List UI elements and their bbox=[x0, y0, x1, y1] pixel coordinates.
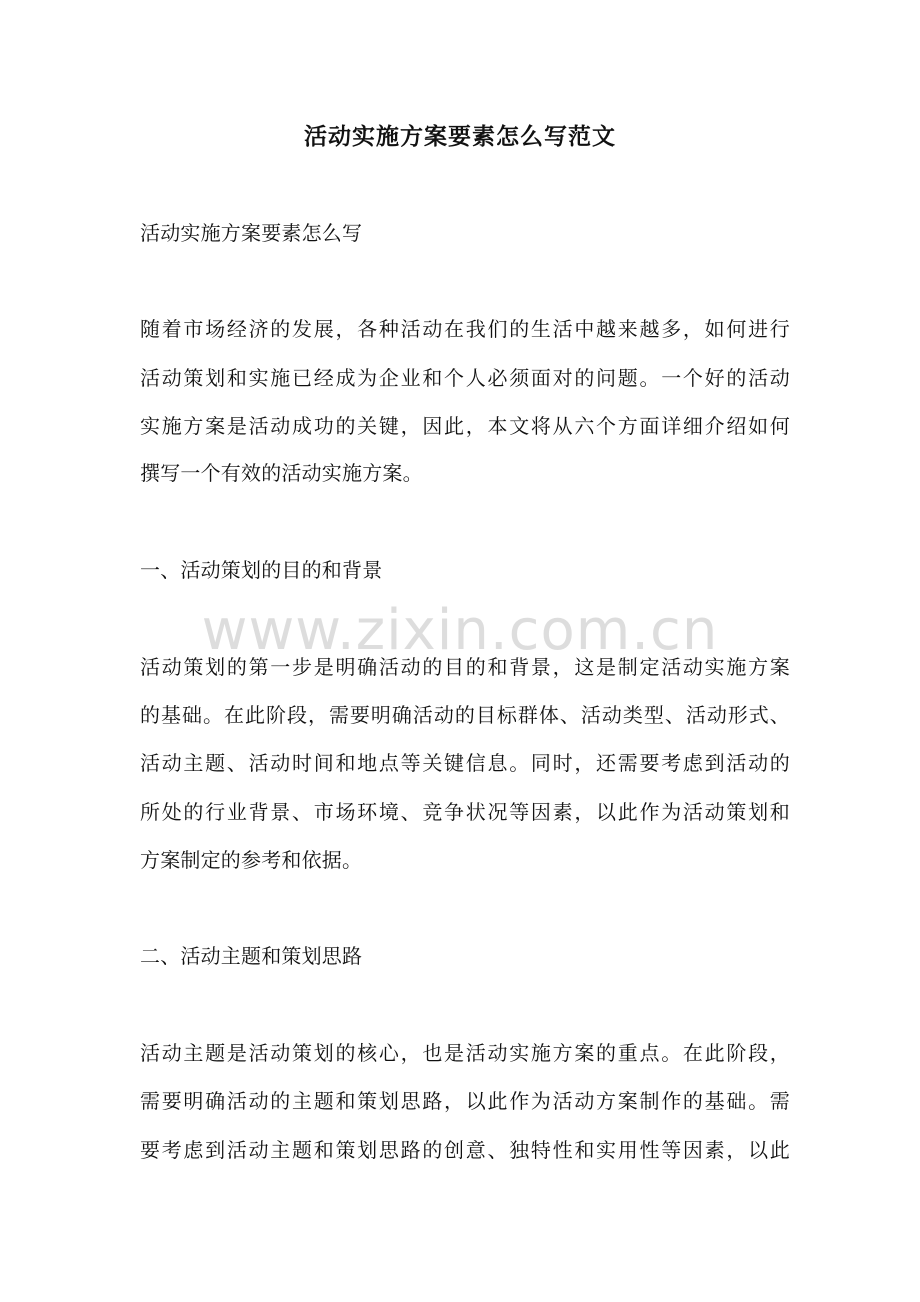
section1-line: 活动策划的第一步是明确活动的目的和背景，这是制定活动实施方案 bbox=[140, 655, 790, 679]
intro-line: 撰写一个有效的活动实施方案。 bbox=[140, 461, 423, 485]
section2-line: 活动主题是活动策划的核心，也是活动实施方案的重点。在此阶段， bbox=[140, 1041, 790, 1065]
document-title: 活动实施方案要素怎么写范文 bbox=[304, 123, 616, 150]
document-subtitle: 活动实施方案要素怎么写 bbox=[140, 221, 363, 245]
section1-line: 活动主题、活动时间和地点等关键信息。同时，还需要考虑到活动的 bbox=[140, 751, 790, 775]
intro-line: 活动策划和实施已经成为企业和个人必须面对的问题。一个好的活动 bbox=[140, 366, 790, 390]
section-heading-2: 二、活动主题和策划思路 bbox=[140, 944, 363, 968]
watermark: www.zixin.com.cn bbox=[201, 598, 719, 663]
section1-line: 的基础。在此阶段，需要明确活动的目标群体、活动类型、活动形式、 bbox=[140, 703, 790, 727]
intro-line: 实施方案是活动成功的关键，因此，本文将从六个方面详细介绍如何 bbox=[140, 414, 790, 438]
section1-line: 所处的行业背景、市场环境、竞争状况等因素，以此作为活动策划和 bbox=[140, 800, 790, 824]
section2-line: 要考虑到活动主题和策划思路的创意、独特性和实用性等因素，以此 bbox=[140, 1138, 790, 1162]
intro-line: 随着市场经济的发展，各种活动在我们的生活中越来越多，如何进行 bbox=[140, 317, 790, 341]
section2-line: 需要明确活动的主题和策划思路，以此作为活动方案制作的基础。需 bbox=[140, 1089, 790, 1113]
section-heading-1: 一、活动策划的目的和背景 bbox=[140, 558, 383, 582]
section1-line: 方案制定的参考和依据。 bbox=[140, 848, 363, 872]
